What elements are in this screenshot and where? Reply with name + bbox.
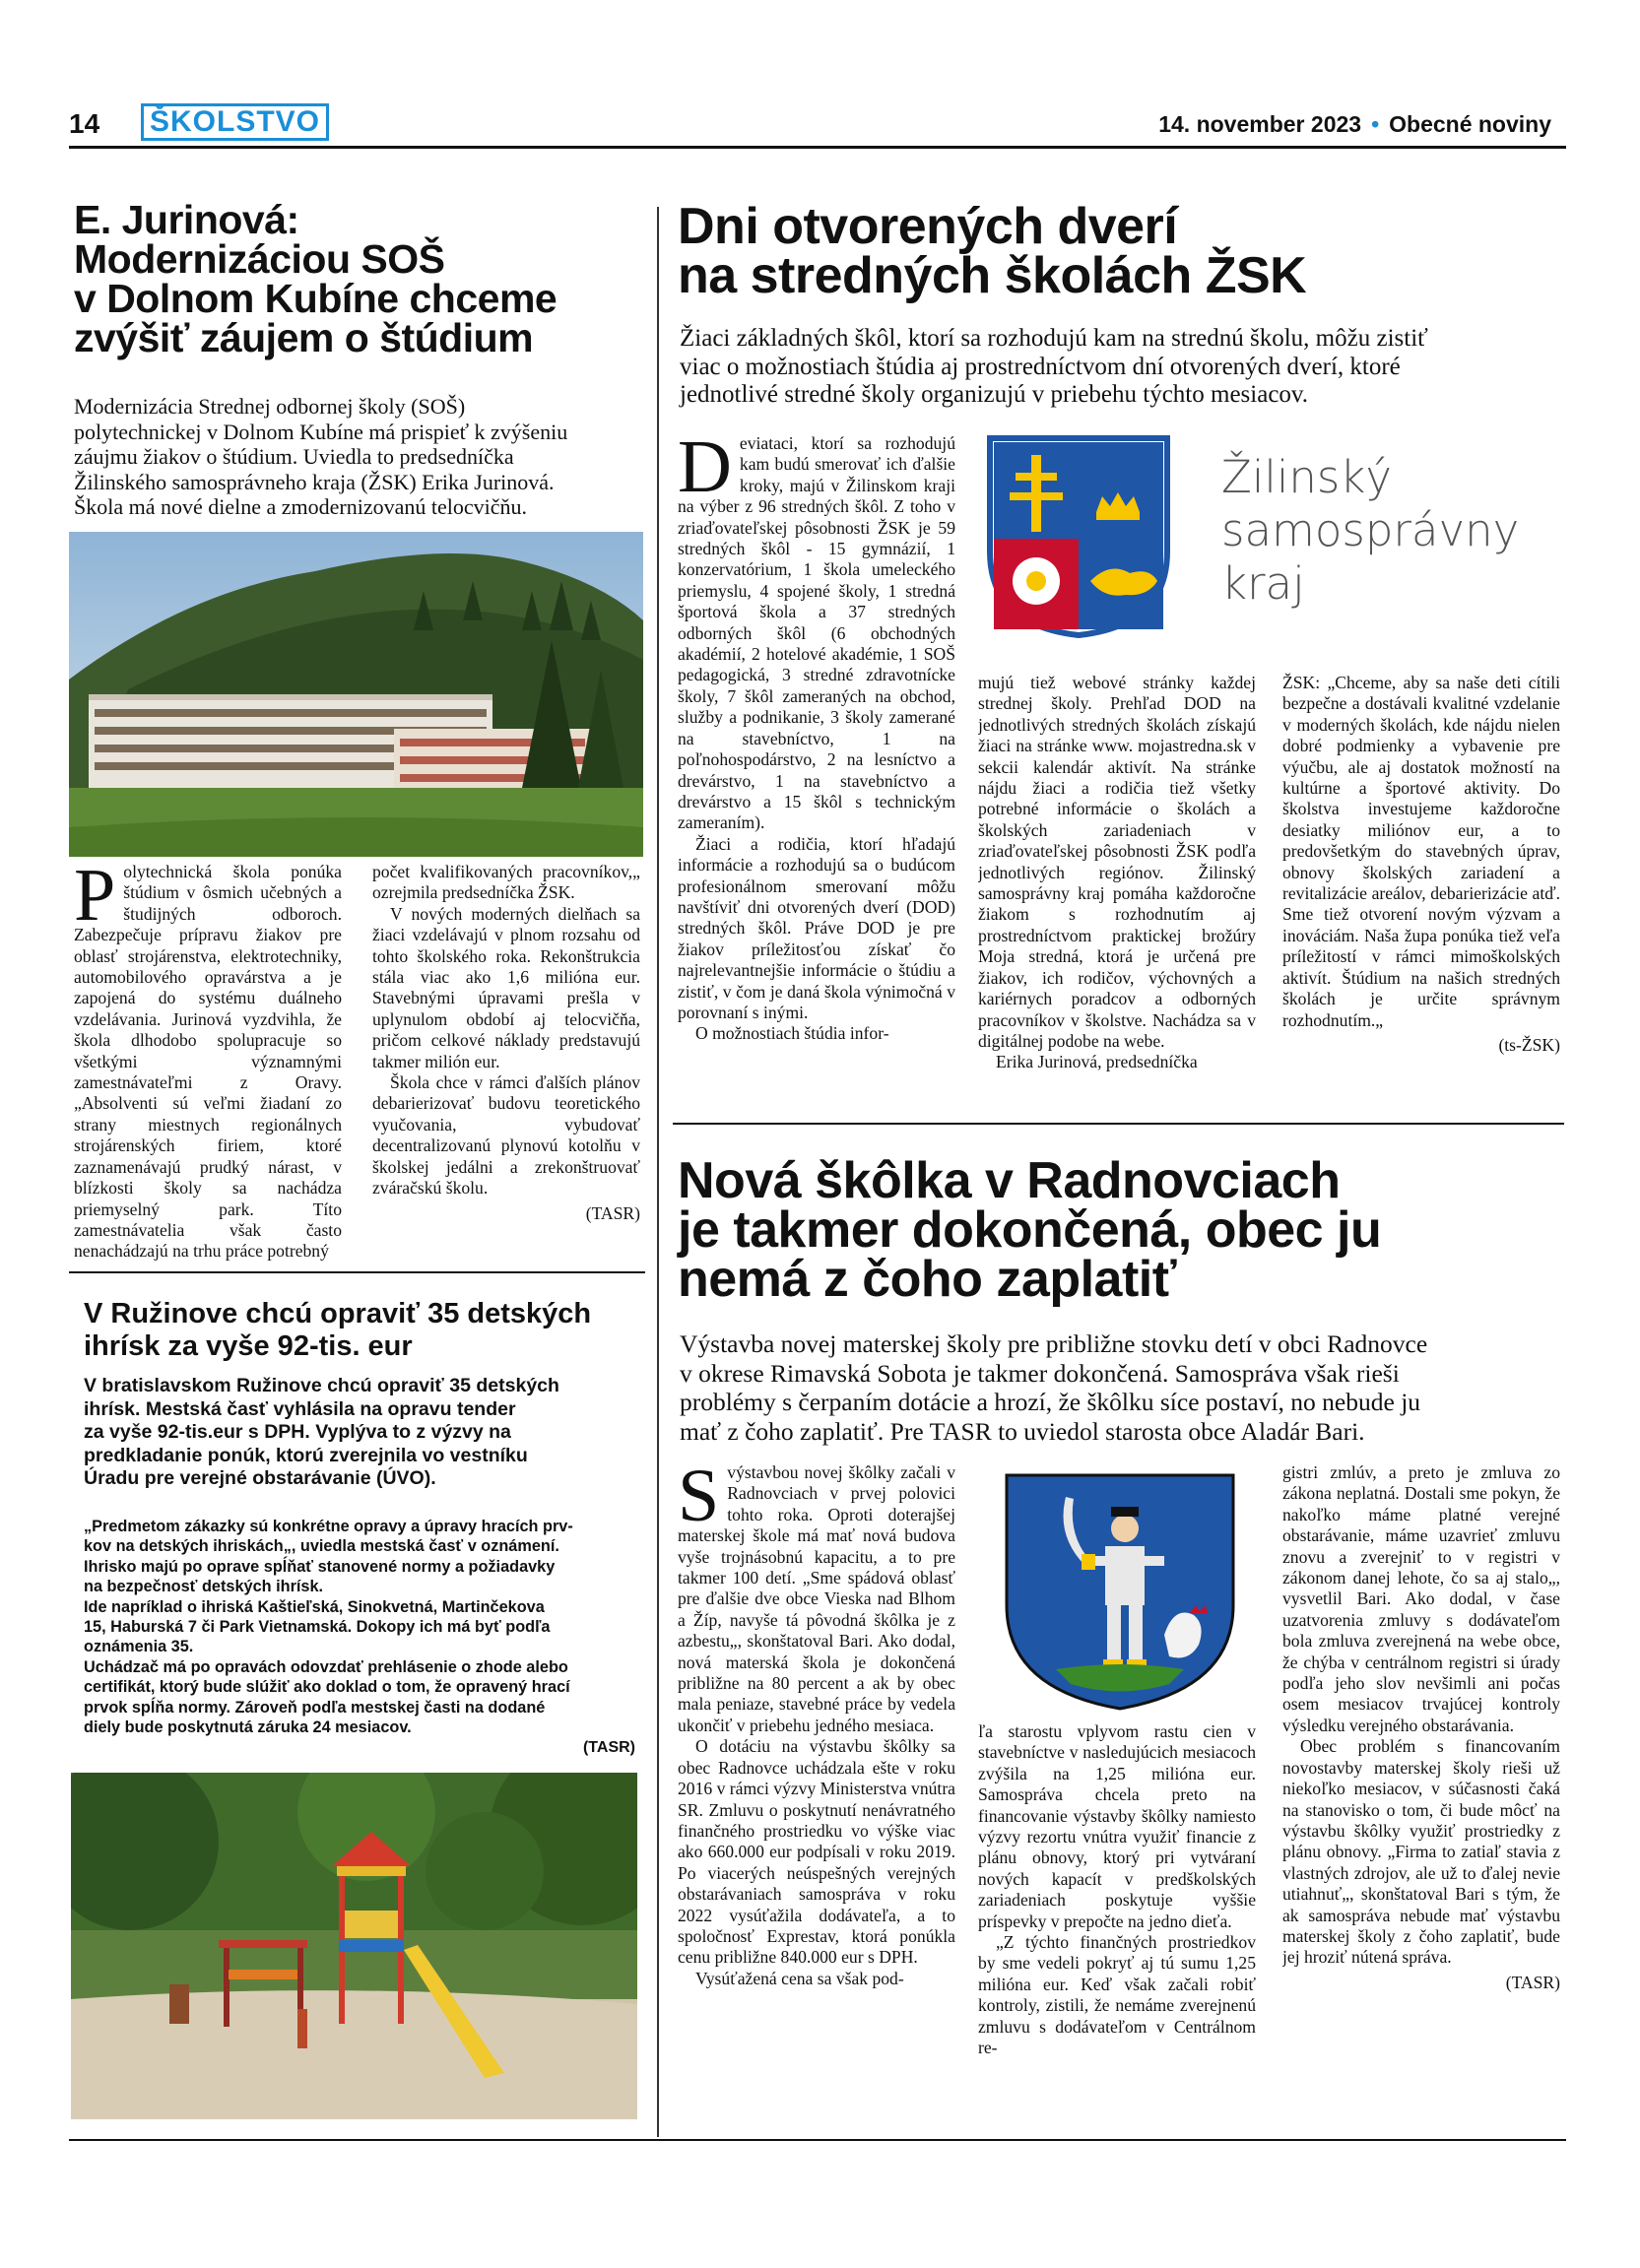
headline-line: Modernizáciou SOŠ xyxy=(74,236,445,282)
drop-cap: P xyxy=(74,862,116,937)
logo-text-line: Žilinský xyxy=(1221,451,1392,503)
lead-line: Modernizácia Strednej odbornej školy (SOŠ) xyxy=(74,394,466,419)
headline-line: zvýšiť záujem o štúdium xyxy=(74,315,534,360)
headline-line: je takmer dokončená, obec ju xyxy=(678,1201,1382,1259)
headline-line: Nová škôlka v Radnovciach xyxy=(678,1152,1341,1209)
issue-date: 14. november 2023 xyxy=(1158,111,1362,137)
dod-col-2 xyxy=(978,673,1256,1113)
lead-line: Škola má nové dielne a zmodernizovanú telocvičňu. xyxy=(74,494,528,519)
signature: (TASR) xyxy=(585,1202,640,1223)
section-label: ŠKOLSTVO xyxy=(141,103,329,141)
lead-line: za vyše 92-tis.eur s DPH. Vyplýva to z výzvy na xyxy=(84,1421,511,1443)
logo-text-line: samosprávny xyxy=(1221,504,1520,556)
lead-line: ihrísk. Mestská časť vyhlásila na opravu tender xyxy=(84,1397,516,1420)
issue-info xyxy=(1158,111,1551,138)
ruzinov-body xyxy=(84,1517,635,1737)
paragraph: ľa starostu vplyvom rastu cien v stavebníctve v nasledujúcich mesiacoch zvýšila na 1,25 milióna eur. Samospráva chcela preto na financovanie výstavby škôlky namiesto výzvy rezortu vnútra využiť financie z plánu obnovy, ktorý pri vytváraní nových kapacít v predškolských zariadeniach poskytuje vyššie príspevky v prepočte na jedno dieťa. xyxy=(978,1721,1256,1931)
headline-line: na stredných školách ŽSK xyxy=(678,247,1307,304)
paragraph: O možnostiach štúdia infor- xyxy=(695,1023,889,1044)
radnovce-coat-of-arms xyxy=(997,1467,1243,1714)
school-building-photo xyxy=(69,532,643,857)
headline-line: Dni otvorených dverí xyxy=(678,198,1178,255)
dod-col-3 xyxy=(1282,673,1560,1113)
radnovce-col-3 xyxy=(1282,1462,1560,2132)
logo-text-line: kraj xyxy=(1221,557,1305,610)
lead-line: polytechnickej v Dolnom Kubíne má prispieť k zvýšeniu xyxy=(74,419,568,444)
body-line: oznámenia 35. xyxy=(84,1638,194,1656)
body-line: Ihrisko majú po oprave spĺňať stanovené normy a požiadavky xyxy=(84,1557,556,1576)
jurinova-headline xyxy=(74,197,655,360)
header-rule xyxy=(69,146,1566,149)
body-line: Uchádzač má po opravách odovzdať prehlásenie o zhode alebo xyxy=(84,1657,568,1676)
dod-headline xyxy=(678,198,1564,304)
paragraph: Žiaci a rodičia, ktorí hľadajú informácie a rozhodujú sa o budúcom profesionálnom smerovaní môžu navštíviť dni otvorených dverí (DOD) stredných škôl. Práve DOD je pre žiakov príležitosťou získať čo najrelevantnejšie informácie o štúdiu a zistiť, v čom je daná škola výnimočná v porovnaní s inými. xyxy=(678,833,955,1022)
paragraph: O dotáciu na výstavbu škôlky sa obec Radnovce uchádzala ešte v roku 2016 v rámci výzvy Ministerstva vnútra SR. Zmluvu o poskytnutí nenávratného finančného prostriedku vo výške viac ako 660.000 eur podpísali v roku 2019. Po viacerých neúspešných verejných obstarávaniach samospráva v roku 2022 vysúťažila dodávateľa, a to spoločnosť Exprestav, ktorá ponúkla cenu približne 840.000 eur s DPH. xyxy=(678,1736,955,1968)
paragraph: mujú tiež webové stránky každej strednej školy. Prehľad DOD na jednotlivých stredných školách získajú žiaci na stránke www. mojastredna.sk v sekcii kalendár aktivít. Na stránke nájdu žiaci a rodičia tiež všetky potrebné informácie o školách a školských zariadeniach v zriaďovateľskej pôsobnosti ŽSK podľa jednotlivých regiónov. Žilinský samosprávny kraj pomáha každoročne žiakom s rozhodnutím aj prostredníctvom praktickej brožúry Moja stredná, ktorá je určená pre žiakov, ich rodičov, výchovných a kariérnych poradcov a odborných pracovníkov v školstve. Nachádza sa v digitálnej podobe na webe. xyxy=(978,673,1256,1051)
jurinova-lead xyxy=(74,394,655,520)
dod-col-1 xyxy=(678,433,955,1113)
lead-line: Výstavba novej materskej školy pre približne stovku detí v obci Radnovce xyxy=(680,1329,1428,1358)
ruzinov-headline xyxy=(84,1298,635,1363)
radnovce-col-2 xyxy=(978,1721,1256,2132)
ruzinov-lead xyxy=(84,1375,635,1491)
lead-line: Úradu pre verejné obstarávanie (ÚVO). xyxy=(84,1467,436,1489)
paragraph: výstavbou novej škôlky začali v Radnovciach v prvej polovici tohto roka. Oproti doterajšej materskej škole má mať nová budova vyše trojnásobnú kapacitu, a to pre takmer 100 detí. „Sme spádová oblasť pre ďalšie dve obce Vieska nad Blhom a Žíp, navyše tá pôvodná škôlka je z azbestu„, skonštatoval Bari. Ako dodal, nová materská škola je dokončená približne na 80 percent a ak by obec mala peniaze, stavebné práce by vedela ukončiť v priebehu jedného mesiaca. xyxy=(678,1462,955,1735)
body-line: Ide napríklad o ihriská Kaštieľská, Sinokvetná, Martinčekova xyxy=(84,1597,545,1616)
lead-line: predkladanie ponúk, ktorú zverejnila vo vestníku xyxy=(84,1444,528,1466)
zsk-coat-of-arms-icon xyxy=(980,433,1177,640)
signature: (ts-ŽSK) xyxy=(1498,1034,1560,1055)
signature: (TASR) xyxy=(582,1739,635,1756)
radnovce-headline xyxy=(678,1152,1564,1308)
body-line: diely bude poskytnutá záruka 24 mesiacov. xyxy=(84,1718,412,1737)
playground-photo xyxy=(71,1773,637,2119)
body-line: prvok spĺňa normy. Zároveň podľa mestskej časti na dodané xyxy=(84,1698,546,1717)
paragraph: Erika Jurinová, predsedníčka xyxy=(996,1052,1198,1072)
footer-rule xyxy=(69,2139,1566,2141)
dod-lead xyxy=(680,325,1566,410)
drop-cap: S xyxy=(678,1462,720,1537)
paragraph: V nových moderných dielňach sa žiaci vzdelávajú v plnom rozsahu od tohto školského roka. Rekonštrukcia stála viac ako 1,6 milióna eur. Stavebnými úpravami prešla v uplynulom období aj telocvičňa, pričom celkové náklady predstavujú takmer milión eur. xyxy=(372,903,640,1071)
signature: (TASR) xyxy=(1505,1972,1560,1992)
lead-line: v okrese Rimavská Sobota je takmer dokončená. Samospráva však rieši xyxy=(680,1358,1400,1388)
separator-dot: • xyxy=(1371,111,1380,137)
lead-line: V bratislavskom Ružinove chcú opraviť 35 detských xyxy=(84,1375,559,1396)
paragraph: Vysúťažená cena sa však pod- xyxy=(695,1968,904,1988)
zsk-logo-text xyxy=(1221,451,1519,611)
column-divider xyxy=(657,207,659,2137)
jurinova-col-1 xyxy=(74,862,342,1265)
lead-line: záujmu žiakov o štúdium. Uviedla to predsedníčka xyxy=(74,444,514,469)
coat-of-arms-icon xyxy=(997,1467,1243,1714)
paragraph: olytechnická škola ponúka štúdium v ôsmich učebných a študijných odboroch. Zabezpečuje prípravu žiakov pre oblasť strojárenstva, elektrotechniky, automobilového opravárstva a je zapojená do systému duálneho vzdelávania. Jurinová vyzdvihla, že škola dlhodobo spolupracuje so všetkými významnými zamestnávateľmi z Oravy. „Absolventi sú veľmi žiadaní zo strany miestnych regionálnych strojárenských firiem, ktoré zaznamenávajú prudký nárast, v blízkosti školy sa nachádza priemyselný park. Títo zamestnávatelia však často nenachádzajú na trhu práce potrebný xyxy=(74,862,342,1262)
lead-line: viac o možnostiach štúdia aj prostredníctvom dní otvorených dverí, ktoré xyxy=(680,353,1401,380)
paragraph: Obec problém s financovaním novostavby materskej školy rieši už niekoľko mesiacov, v súčasnosti čaká na stanovisko o tom, či bude môcť na výstavbu škôlky využiť prostriedky z plánu obnovy. „Firma to zatiaľ stavia z vlastných zdrojov, ale už to ďalej nevie utiahnuť„, skonštatoval Bari s tým, že ak samospráva nebude mať výstavbu materskej školy z čoho zaplatiť, bude jej hroziť nútená správa. xyxy=(1282,1736,1560,1968)
lead-line: mať z čoho zaplatiť. Pre TASR to uviedol starosta obce Aladár Bari. xyxy=(680,1416,1365,1446)
radnovce-col-1 xyxy=(678,1462,955,2132)
drop-cap: D xyxy=(678,433,732,508)
body-line: 15, Haburská 7 či Park Vietnamská. Dokopy ich má byť podľa xyxy=(84,1618,551,1637)
lead-line: Žiaci základných škôl, ktorí sa rozhodujú kam na strednú školu, môžu zistiť xyxy=(680,325,1428,352)
body-line: kov na detských ihriskách„, uviedla mestská časť v oznámení. xyxy=(84,1537,559,1556)
jurinova-col-2 xyxy=(372,862,640,1265)
article-rule xyxy=(673,1123,1564,1125)
headline-line: V Ružinove chcú opraviť 35 detských xyxy=(84,1298,592,1329)
lead-line: problémy s čerpaním dotácie a hrozí, že škôlku síce postaví, no nebude ju xyxy=(680,1388,1421,1416)
headline-line: E. Jurinová: xyxy=(74,197,299,242)
paragraph: gistri zmlúv, a preto je zmluva zo zákona neplatná. Dostali sme pokyn, že nakoľko máme platné verejné obstarávanie, máme uzavrieť zmluvu znovu a zverejniť to v registri v zákonom danej lehote, čo sa aj stalo„, vysvetlil Bari. Ako dodal, v čase uzatvorenia zmluvy s dodávateľom bola zmluva zverejnená na webe obce, že chýba v centrálnom registri si úrady podľa jeho slov nevšimli ani počas osem mesiacov trvajúcej kontroly výsledku verejného obstarávania. xyxy=(1282,1462,1560,1735)
body-line: certifikát, ktorý bude slúžiť ako doklad o tom, že opravený hrací xyxy=(84,1678,570,1697)
lead-line: Žilinského samosprávneho kraja (ŽSK) Erika Jurinová. xyxy=(74,469,555,494)
body-line: „Predmetom zákazky sú konkrétne opravy a úpravy hracích prv- xyxy=(84,1518,573,1535)
paragraph: eviataci, ktorí sa rozhodujú kam budú smerovať ich ďalšie kroky, majú v Žilinskom kraji na výber z 96 stredných škôl. Z toho v zriaďovateľskej pôsobnosti ŽSK je 59 stredných škôl - 15 gymnázií, 1 konzervatórium, 1 škola umeleckého priemyslu, 4 spojené školy, 1 stredná športová škola a 37 stredných odborných škôl (6 obchodných akadémií, 2 hotelové akadémie, 1 SOŠ pedagogická, 3 stredné zdravotnícke školy, 7 škôl zameraných na obchod, služby a podnikanie, 3 školy zamerané na stavebníctvo, 1 na poľnohospodárstvo, 2 na lesníctvo a drevárstvo, 1 na stavebníctvo a drevárstvo a 15 škôl s technickým zameraním). xyxy=(678,433,955,833)
headline-line: v Dolnom Kubíne chceme xyxy=(74,276,558,321)
paragraph: počet kvalifikovaných pracovníkov,„ ozrejmila predsedníčka ŽSK. xyxy=(372,862,640,903)
headline-line: ihrísk za vyše 92-tis. eur xyxy=(84,1330,413,1362)
lead-line: jednotlivé stredné školy organizujú v priebehu týchto mesiacov. xyxy=(680,381,1309,408)
page-number: 14 xyxy=(69,108,100,139)
zsk-logo xyxy=(980,433,1561,640)
headline-line: nemá z čoho zaplatiť xyxy=(678,1251,1177,1308)
paragraph: Škola chce v rámci ďalších plánov debarierizovať budovu teoretického vyučovania, vybudovať decentralizovanú plynovú kotolňu v školskej jedálni a zrekonštruovať zváračskú školu. xyxy=(372,1072,640,1199)
radnovce-lead xyxy=(680,1329,1566,1446)
body-line: na bezpečnosť detských ihrísk. xyxy=(84,1578,324,1596)
article-rule xyxy=(69,1271,645,1273)
publication-name: Obecné noviny xyxy=(1389,111,1551,137)
paragraph: ŽSK: „Chceme, aby sa naše deti cítili bezpečne a dostávali kvalitné vzdelanie v moderných školách, kde nájdu nielen dobré podmienky a vybavenie pre výučbu, ale aj dostatok možností na kultúrne a športové aktivity. Do školstva investujeme každoročne desiatky miliónov eur, a to predovšetkým do stavebných úprav, obnovy školských zariadení a revitalizácie areálov, debarierizácie atď. Sme tiež otvorení novým výzvam a inováciám. Naša župa ponúka tiež veľa príležitostí v rámci mimoškolských aktivít. Štúdium na našich stredných školách je určite správnym rozhodnutím.„ xyxy=(1282,673,1560,1030)
paragraph: „Z týchto finančných prostriedkov by sme vedeli pokryť aj tú sumu 1,25 milióna eur. Keď však začali robiť kontroly, zistili, že nemáme zverejnenú zmluvu s dodávateľom v Centrálnom re- xyxy=(978,1932,1256,2058)
